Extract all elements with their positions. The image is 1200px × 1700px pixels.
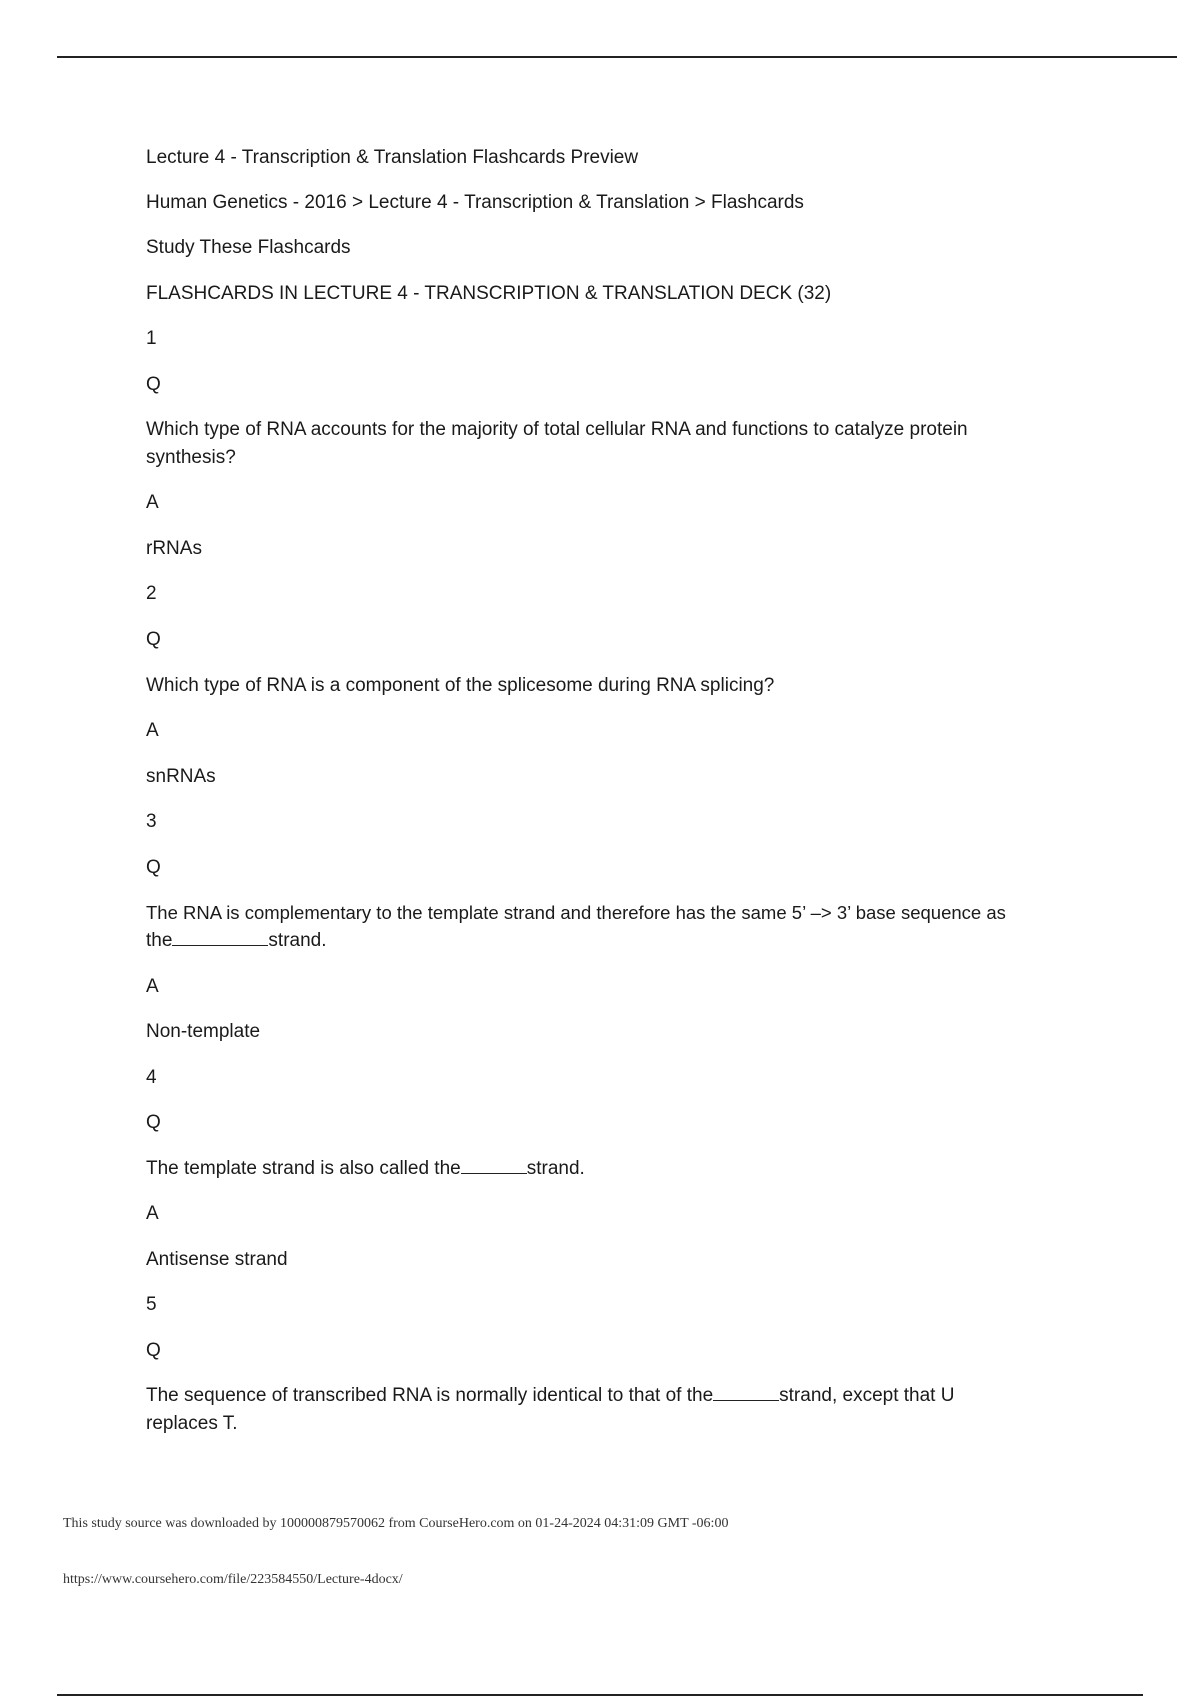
question-text [146,1382,954,1409]
question-text-before-blank: The sequence of transcribed RNA is normally identical to that of the [146,1385,714,1406]
download-note: This study source was downloaded by 100000879570062 from CourseHero.com on 01-24-2024 04:31:09 GMT -06:00 [63,1516,729,1531]
question-text-after-blank: strand, except that U [779,1385,955,1406]
answer-label: A [146,1203,159,1224]
document-title: Lecture 4 - Transcription & Translation Flashcards Preview [146,147,639,168]
answer-text: Non-template [146,1021,261,1042]
question-text-after-blank: strand. [526,1158,585,1179]
fill-in-blank [713,1382,779,1401]
question-text: The RNA is complementary to the template strand and therefore has the same 5’ –> 3’ base sequence as [146,902,1006,923]
card-number: 2 [146,583,157,604]
top-rule [57,56,1177,58]
card-number: 5 [146,1294,157,1315]
answer-text: snRNAs [146,766,216,787]
answer-text: Antisense strand [146,1249,288,1270]
fill-in-blank [461,1155,527,1174]
question-text-before-blank: The template strand is also called the [146,1158,461,1179]
fill-in-blank [172,927,268,946]
answer-label: A [146,976,159,997]
answer-text: rRNAs [146,538,202,559]
question-label: Q [146,374,161,395]
question-text-continued: synthesis? [146,447,236,468]
answer-label: A [146,492,159,513]
question-text [146,1155,585,1182]
card-number: 3 [146,811,157,832]
question-label: Q [146,629,161,650]
question-text-continued [146,927,327,954]
answer-label: A [146,720,159,741]
breadcrumb: Human Genetics - 2016 > Lecture 4 - Transcription & Translation > Flashcards [146,192,804,213]
question-text-continued: replaces T. [146,1413,238,1434]
card-number: 4 [146,1067,157,1088]
card-number: 1 [146,328,157,349]
question-text: Which type of RNA accounts for the majority of total cellular RNA and functions to catalyze protein [146,419,968,440]
question-text-before-blank: the [146,930,173,951]
study-label: Study These Flashcards [146,237,351,258]
question-label: Q [146,1112,161,1133]
question-label: Q [146,1340,161,1361]
source-url[interactable]: https://www.coursehero.com/file/223584550/Lecture-4docx/ [63,1572,403,1587]
bottom-rule [57,1694,1143,1696]
question-text: Which type of RNA is a component of the splicesome during RNA splicing? [146,675,775,696]
question-label: Q [146,857,161,878]
deck-heading: FLASHCARDS IN LECTURE 4 - TRANSCRIPTION & TRANSLATION DECK (32) [146,283,832,304]
question-text-after-blank: strand. [268,930,327,951]
